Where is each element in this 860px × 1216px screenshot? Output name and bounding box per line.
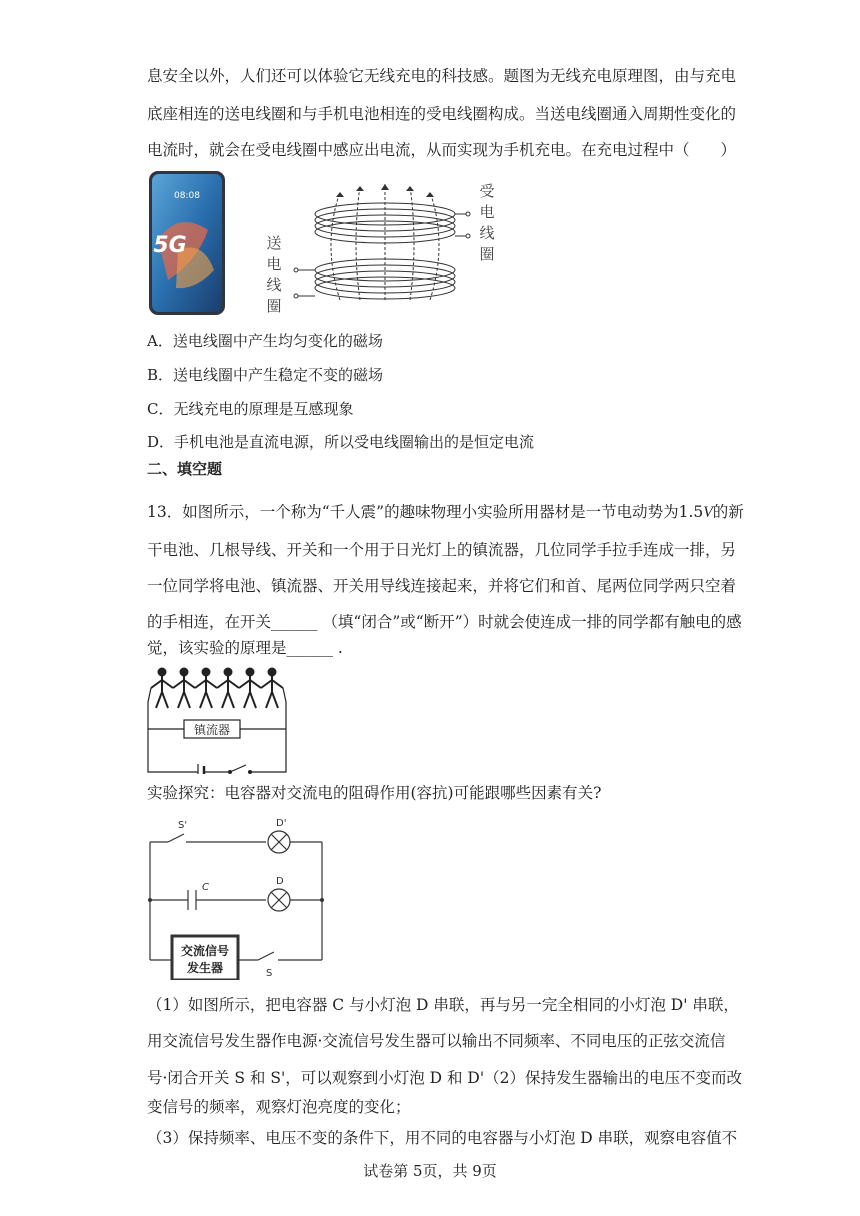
receive-coil-label-2: 电	[479, 203, 495, 221]
capacitor-circuit-diagram	[146, 812, 330, 980]
q13-line-2: 干电池、几根导线、开关和一个用于日光灯上的镇流器，几位同学手拉手连成一排，另	[147, 541, 737, 559]
experiment-title: 实验探究：电容器对交流电的阻碍作用(容抗)可能跟哪些因素有关?	[147, 784, 602, 802]
q12-line-1: 息安全以外，人们还可以体验它无线充电的科技感。题图为无线充电原理图，由与充电	[147, 67, 737, 85]
send-coil-label-2: 电	[266, 255, 282, 273]
q12-option-d: D．手机电池是直流电源，所以受电线圈输出的是恒定电流	[147, 433, 535, 451]
wireless-coil-diagram	[262, 174, 512, 318]
receive-coil-label-3: 线	[479, 224, 495, 242]
send-coil-label-3: 线	[266, 276, 282, 294]
q12-option-a: A．送电线圈中产生均匀变化的磁场	[147, 332, 383, 350]
lamp-d-label: D	[276, 876, 284, 887]
q13-line-5: 觉，该实验的原理是______ .	[147, 639, 343, 657]
q13-line-1-pre: 13．如图所示，一个称为“千人震”的趣味物理小实验所用器材是一节电动势为	[147, 503, 679, 521]
send-coil-label-1: 送	[266, 234, 282, 252]
q12-line-3: 电流时，就会在受电线圈中感应出电流，从而实现为手机充电。在充电过程中（ ）	[147, 141, 737, 159]
phone-time: 08:08	[174, 191, 200, 201]
exp-p1-line-3: 号·闭合开关 S 和 S'，可以观察到小灯泡 D 和 D'（2）保持发生器输出的电压不变而改	[147, 1069, 742, 1087]
q12-line-2: 底座相连的送电线圈和与手机电池相连的受电线圈构成。当送电线圈通入周期性变化的	[147, 105, 737, 123]
ballast-label: 镇流器	[193, 723, 231, 737]
receive-coil-label-1: 受	[479, 182, 495, 200]
exp-p1-line-1: （1）如图所示，把电容器 C 与小灯泡 D 串联，再与另一完全相同的小灯泡 D' 串联，	[147, 996, 739, 1014]
q13-line-1-post: 的新	[712, 503, 744, 521]
page-footer: 试卷第 5页，共 9页	[363, 1162, 497, 1180]
q13-line-1	[147, 502, 744, 523]
q13-emf-value: 1.5	[678, 503, 704, 521]
q12-option-b: B．送电线圈中产生稳定不变的磁场	[147, 366, 384, 384]
switch-s-prime-label: S'	[178, 820, 188, 831]
phone-image	[148, 170, 226, 316]
exp-p3-line-1: （3）保持频率、电压不变的条件下，用不同的电容器与小灯泡 D 串联，观察电容值不	[147, 1129, 738, 1147]
q13-line-4: 的手相连，在开关______ （填“闭合”或“断开”）时就会使连成一排的同学都有触电的感	[147, 613, 742, 631]
section-title: 二、填空题	[147, 460, 223, 478]
capacitor-c-label: C	[202, 882, 209, 893]
generator-label-1: 交流信号	[180, 944, 230, 958]
phone-5g-badge: 5G	[153, 233, 187, 258]
q13-line-3: 一位同学将电池、镇流器、开关用导线连接起来，并将它们和首、尾两位同学两只空着	[147, 577, 737, 595]
q12-option-c: C．无线充电的原理是互感现象	[147, 400, 354, 418]
receive-coil-label-4: 圈	[479, 245, 495, 263]
exp-p1-line-2: 用交流信号发生器作电源·交流信号发生器可以输出不同频率、不同电压的正弦交流信	[147, 1032, 726, 1050]
thousand-person-shock-diagram	[146, 662, 294, 774]
lamp-d-prime-label: D'	[276, 818, 287, 829]
q13-emf-unit: V	[703, 504, 713, 521]
generator-label-2: 发生器	[186, 961, 224, 975]
exp-p1-line-4: 变信号的频率，观察灯泡亮度的变化；	[147, 1098, 411, 1116]
send-coil-label-4: 圈	[266, 297, 282, 315]
switch-s-label: S	[266, 968, 273, 979]
